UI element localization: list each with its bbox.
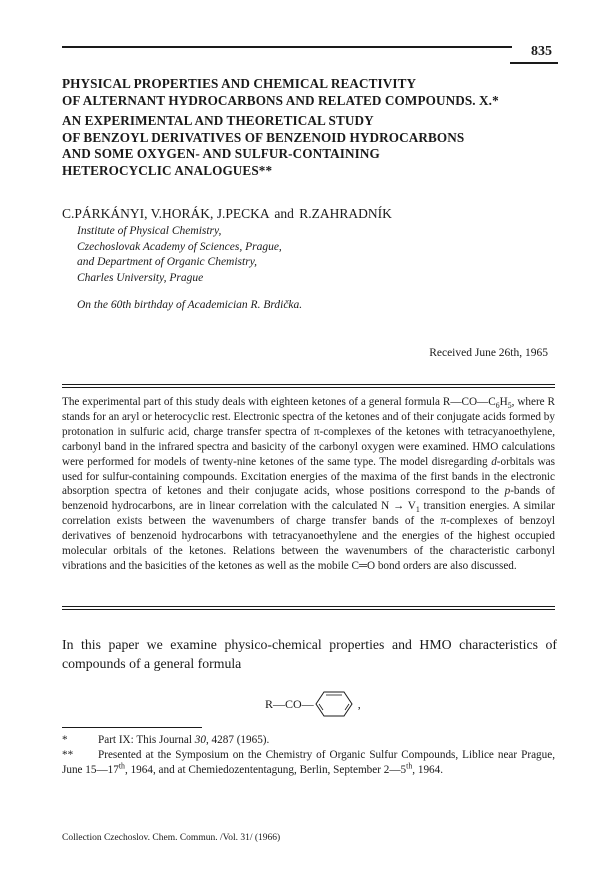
abstract-italic: p xyxy=(504,485,511,498)
title-line: HETEROCYCLIC ANALOGUES** xyxy=(62,162,273,178)
abstract-italic: d xyxy=(491,455,497,468)
header-rule-short xyxy=(510,62,558,64)
footnote-text: Presented at the Symposium on the Chemistry of Organic Sulfur Compounds, Liblice near Prague, June 15—17 xyxy=(62,749,555,776)
affiliation-line: Institute of Physical Chemistry, xyxy=(77,225,222,237)
footnote-text: Part IX: This Journal xyxy=(98,734,195,746)
title-line: AND SOME OXYGEN- AND SULFUR-CONTAINING xyxy=(62,146,380,161)
benzene-ring-icon xyxy=(314,690,354,718)
abstract-text: transition energies. A similar correlation exists between the wavenumbers of charge transfer bands of the π-complexes of benzoyl derivatives of benzenoid hydrocarbons with tetracyanoethylene and the energies of the highest occupied molecular orbitals of the ketones. Relations between the wavenumbers of the characteristic carbonyl vibrations and the basicities of the ketones as well as the mobile C═O bond orders are also discussed. xyxy=(62,500,556,572)
footnote xyxy=(62,748,555,778)
affiliation xyxy=(77,224,282,286)
footnote-mark: ** xyxy=(62,749,74,761)
author-conjunction: and xyxy=(274,206,294,221)
footnote-volume: 30 xyxy=(194,734,206,746)
title-line: OF BENZOYL DERIVATIVES OF BENZENOID HYDROCARBONS xyxy=(62,129,465,145)
author-list xyxy=(62,206,392,222)
footnote-text: , 4287 (1965). xyxy=(205,734,270,746)
author: R.ZAHRADNÍK xyxy=(299,206,392,221)
abstract-text: H xyxy=(499,396,508,408)
abstract-text: , where R stands for an aryl or heterocyclic rest. Electronic spectra of the ketones and of their conjugate acids formed by protonation in sulfuric acid, charge transfer spectra of π-complexes of the ketones with tetracyanoethylene, carbonyl band in the infrared spectra and basicity of the carbonyl oxygen were examined. HMO calculations were performed for models of twenty-nine ketones of the same type. The model disregarding xyxy=(62,396,555,468)
title-line: AN EXPERIMENTAL AND THEORETICAL STUDY xyxy=(62,113,374,128)
abstract xyxy=(62,395,555,574)
abstract-text: -orbitals was used for sulfur-containing compounds. Excitation energies of the maxima of the first bands in the electronic absorption spectra of ketones and their conjugate acids, whose positions correspond to the xyxy=(62,455,555,498)
abstract-bottom-rule-thick xyxy=(62,609,555,610)
received-date: Received June 26th, 1965 xyxy=(429,347,548,359)
abstract-top-rule xyxy=(62,384,555,385)
author: C.PÁRKÁNYI, xyxy=(62,206,148,221)
footnotes xyxy=(62,733,555,778)
footnote-text: , 1964. xyxy=(412,764,444,776)
footnote-superscript: th xyxy=(406,761,413,771)
footnote xyxy=(62,733,555,748)
header-rule xyxy=(62,46,512,48)
abstract-text: The experimental part of this study deals with eighteen ketones of a general formula R—CO—C xyxy=(62,396,496,408)
page-number: 835 xyxy=(531,44,552,59)
footnote-rule xyxy=(62,727,202,728)
abstract-bottom-rule xyxy=(62,606,555,607)
formula-prefix: R—CO— xyxy=(265,696,314,711)
abstract-top-rule-thin xyxy=(62,387,555,388)
author: V.HORÁK, xyxy=(150,206,214,221)
dedication: On the 60th birthday of Academician R. Brdička. xyxy=(77,299,303,311)
chemical-formula xyxy=(265,690,361,718)
journal-citation: Collection Czechoslov. Chem. Commun. /Vol. 31/ (1966) xyxy=(62,833,281,843)
abstract-subscript: 6 xyxy=(495,401,500,411)
affiliation-line: Czechoslovak Academy of Sciences, Prague, xyxy=(77,240,282,253)
article-title xyxy=(62,76,562,179)
footnote-mark: * xyxy=(62,734,68,746)
abstract-subscript: 1 xyxy=(415,505,420,515)
affiliation-line: and Department of Organic Chemistry, xyxy=(77,256,258,268)
title-line: OF ALTERNANT HYDROCARBONS AND RELATED COMPOUNDS. X.* xyxy=(62,92,499,108)
footnote-text: , 1964, and at Chemiedozententagung, Berlin, September 2—5 xyxy=(124,764,407,776)
abstract-text: -bands of benzenoid hydrocarbons, are in linear correlation with the calculated N → V xyxy=(62,485,555,513)
intro-paragraph: In this paper we examine physico-chemical properties and HMO characteristics of compounds of a general formula xyxy=(62,637,557,671)
title-line: PHYSICAL PROPERTIES AND CHEMICAL REACTIVITY xyxy=(62,76,417,91)
author: J.PECKA xyxy=(216,206,269,221)
abstract-subscript: 5 xyxy=(507,401,512,411)
footnote-superscript: th xyxy=(118,761,125,771)
affiliation-line: Charles University, Prague xyxy=(77,271,204,284)
formula-suffix: , xyxy=(357,696,361,711)
